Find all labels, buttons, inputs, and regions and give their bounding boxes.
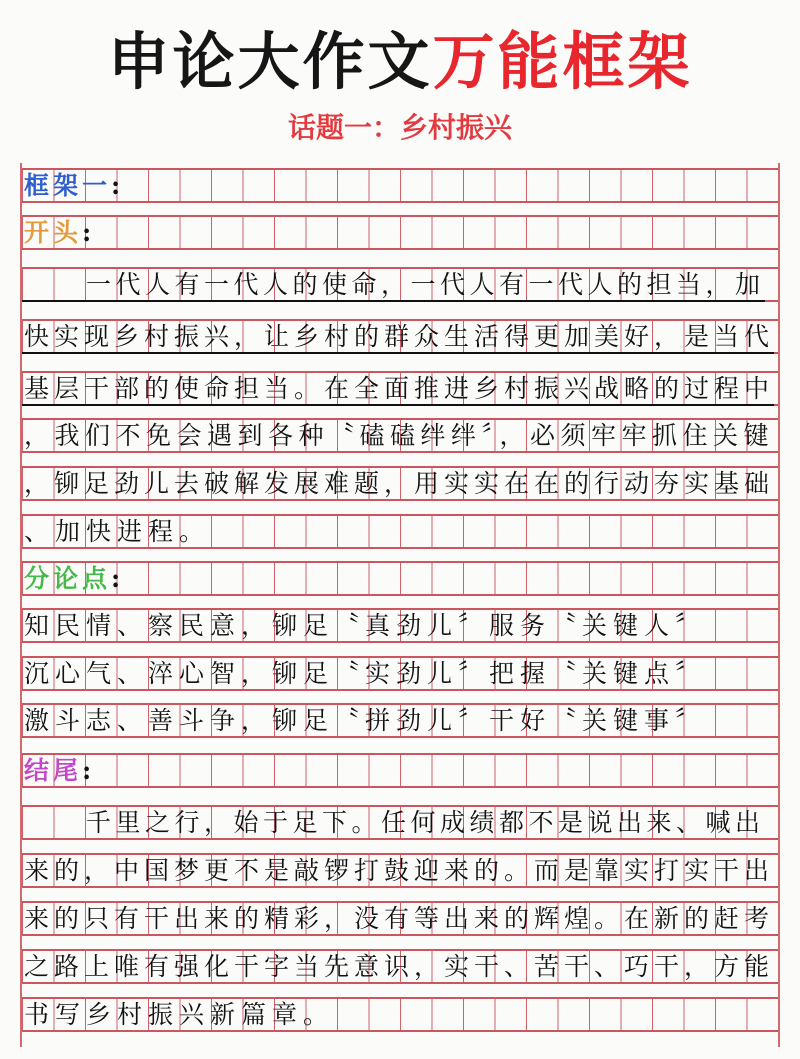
page-subtitle: 话题一：乡村振兴 — [287, 111, 512, 144]
grid-paper — [20, 163, 780, 1047]
opening-line: ，我们不免会遇到各种〝磕磕绊绊〞，必须牢牢抓住关键 — [24, 421, 775, 450]
grid-row-opening-4 — [22, 418, 778, 453]
opening-line: 基层干部的使命担当。在全面推进乡村振兴战略的过程中 — [22, 373, 774, 406]
grid-row-ending-5 — [22, 997, 778, 1032]
grid-row-framework — [22, 168, 778, 203]
ending-line: 书写乡村振兴新篇章。 — [24, 1000, 335, 1029]
grid-row-ending-4 — [22, 949, 778, 984]
point-line: 沉心气、淬心智，铆足〝实劲儿〞把握〝关键点〞 — [24, 659, 707, 688]
framework-heading — [22, 170, 124, 201]
ending-heading — [22, 755, 95, 786]
grid-row-opening-3 — [22, 371, 778, 406]
title-part-red: 万能框架 — [432, 25, 693, 98]
grid-row-opening-6 — [22, 514, 778, 549]
framework-colon: : — [111, 171, 125, 200]
ending-line: 千里之行，始于足下。任何成绩都不是说出来、喊出 — [86, 808, 765, 837]
grid-row-point-3 — [22, 703, 778, 738]
ending-line: 来的只有干出来的精彩，没有等出来的辉煌。在新的赶考 — [24, 904, 775, 933]
opening-label: 开头 — [24, 218, 83, 247]
grid-row-opening-heading — [22, 215, 778, 250]
grid-row-point-2 — [22, 656, 778, 691]
title-part-black: 申论大作文 — [107, 25, 433, 98]
point-line: 知民情、察民意，铆足〝真劲儿〞服务〝关键人〞 — [24, 611, 707, 640]
ending-label: 结尾 — [24, 756, 83, 785]
opening-line: 一代人有一代人的使命，一代人有一代人的担当，加 — [22, 269, 765, 302]
opening-line: 快实现乡村振兴，让乡村的群众生活得更加美好，是当代 — [22, 321, 774, 354]
opening-line: ，铆足劲儿去破解发展难题，用实实在在的行动夯实基础 — [24, 469, 775, 498]
grid-row-points-heading — [22, 561, 778, 596]
grid-row-point-1 — [22, 608, 778, 643]
ending-line: 来的，中国梦更不是敲锣打鼓迎来的。而是靠实打实干出 — [24, 856, 775, 885]
grid-row-ending-heading — [22, 753, 778, 788]
opening-line: 、加快进程。 — [24, 517, 211, 546]
page-title — [0, 22, 800, 102]
grid-row-opening-1 — [22, 267, 778, 302]
point-line: 激斗志、善斗争，铆足〝拼劲儿〞干好〝关键事〞 — [24, 706, 707, 735]
ending-line: 之路上唯有强化干字当先意识，实干、苦干、巧干，方能 — [24, 952, 775, 981]
grid-row-ending-2 — [22, 853, 778, 888]
opening-heading — [22, 217, 95, 248]
points-label: 分论点 — [24, 564, 112, 593]
opening-colon: : — [82, 218, 96, 247]
points-colon: : — [111, 564, 125, 593]
grid-row-ending-1 — [22, 805, 778, 840]
grid-row-opening-2 — [22, 319, 778, 354]
grid-row-opening-5 — [22, 466, 778, 501]
points-heading — [22, 563, 124, 594]
grid-row-ending-3 — [22, 901, 778, 936]
framework-label: 框架一 — [24, 171, 112, 200]
ending-colon: : — [82, 756, 96, 785]
